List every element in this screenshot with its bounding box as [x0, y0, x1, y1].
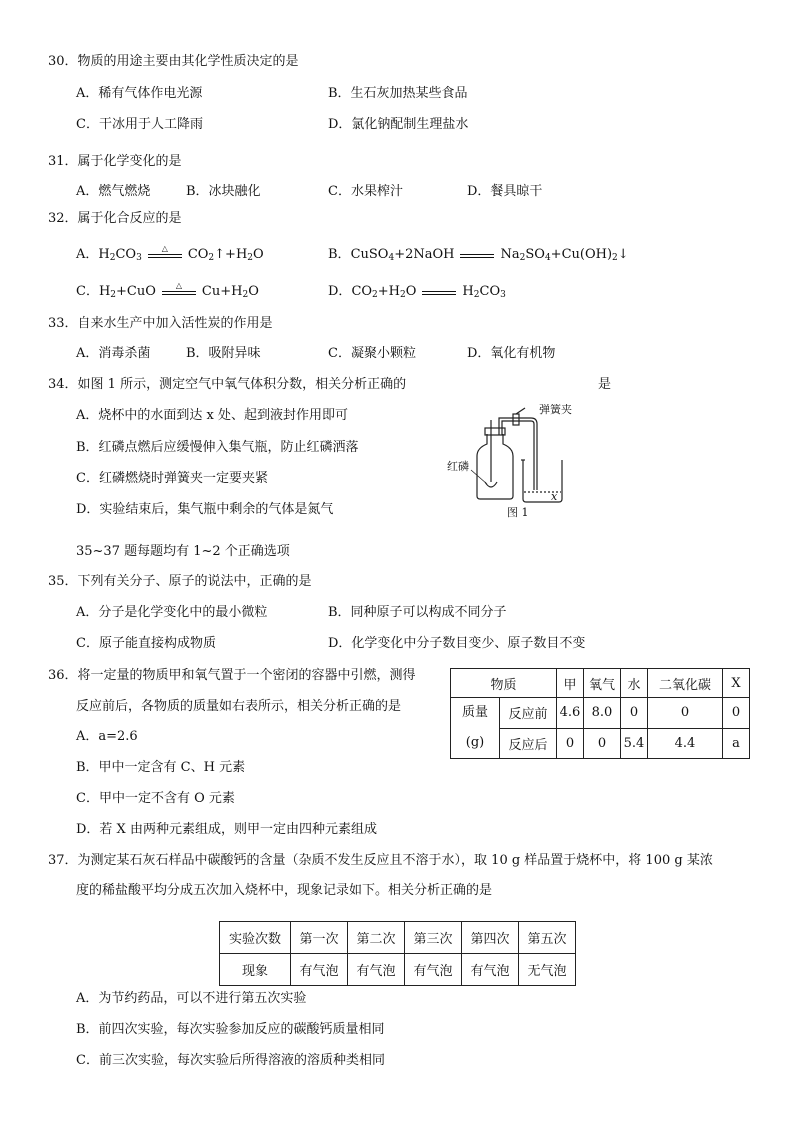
q30-stem: 30．物质的用途主要由其化学性质决定的是	[48, 54, 299, 69]
table-header-cell: 甲	[557, 669, 584, 698]
q30-option-c: C．干冰用于人工降雨	[76, 117, 203, 132]
table-cell: 有气泡	[405, 954, 462, 986]
q36-option-b: B．甲中一定含有 C、H 元素	[76, 760, 246, 775]
q34-stem-end: 是	[598, 377, 612, 392]
table-cell: 0	[723, 698, 750, 729]
table-header-cell: 实验次数	[220, 922, 291, 954]
row-label: 反应前	[500, 698, 557, 729]
q33-option-d: D．氧化有机物	[467, 346, 556, 361]
table-cell: 有气泡	[291, 954, 348, 986]
table-header-row	[220, 922, 576, 954]
red-phosphorus-label: 红磷	[447, 460, 469, 473]
q32-stem: 32．属于化合反应的是	[48, 211, 182, 226]
q32-option-b: B．CuSO$_4$+2NaOH $Na_2SO_4+Cu(OH)_2↓$	[328, 247, 629, 263]
q37-stem-line1: 37．为测定某石灰石样品中碳酸钙的含量（杂质不发生反应且不溶于水），取 10 g 样品置于烧杯中，将 100 g 某浓	[48, 853, 713, 868]
section-note: 35~37 题每题均有 1~2 个正确选项	[76, 544, 290, 559]
q33-option-b: B．吸附异味	[186, 346, 261, 361]
q35-stem: 35．下列有关分子、原子的说法中，正确的是	[48, 574, 312, 589]
q35-option-a: A．分子是化学变化中的最小微粒	[76, 605, 268, 620]
q31-option-d: D．餐具晾干	[467, 184, 543, 199]
q36-stem-line2: 反应前后，各物质的质量如右表所示，相关分析正确的是	[76, 699, 402, 714]
table-cell: 无气泡	[519, 954, 576, 986]
table-row	[220, 954, 576, 986]
table-header-cell: 水	[621, 669, 648, 698]
table-cell: 有气泡	[462, 954, 519, 986]
q36-mass-table	[450, 668, 750, 759]
q33-option-c: C．凝聚小颗粒	[328, 346, 416, 361]
combustion-spoon	[485, 482, 497, 487]
table-header-cell: 第二次	[348, 922, 405, 954]
q32-option-d: D．$CO_2+H_2O$ $H_2CO_3$	[328, 284, 506, 300]
table-cell: 4.6	[557, 698, 584, 729]
q30-option-b: B．生石灰加热某些食品	[328, 86, 468, 101]
q30-option-a: A．稀有气体作电光源	[76, 86, 203, 101]
table-cell: 0	[584, 728, 621, 759]
equals-sign	[460, 253, 494, 258]
q37-option-a: A．为节约药品，可以不进行第五次实验	[76, 991, 307, 1006]
q37-option-c: C．前三次实验，每次实验后所得溶液的溶质种类相同	[76, 1053, 385, 1068]
q37-option-b: B．前四次实验，每次实验参加反应的碳酸钙质量相同	[76, 1022, 385, 1037]
q34-option-b: B．红磷点燃后应缓慢伸入集气瓶，防止红磷洒落	[76, 440, 359, 455]
table-cell: 0	[557, 728, 584, 759]
table-header-row	[451, 669, 750, 698]
q31-option-b: B．冰块融化	[186, 184, 261, 199]
q35-option-b: B．同种原子可以构成不同分子	[328, 605, 507, 620]
table-header-cell: 氧气	[584, 669, 621, 698]
q34-stem: 34．如图 1 所示，测定空气中氧气体积分数，相关分析正确的	[48, 377, 407, 392]
q33-stem: 33．自来水生产中加入活性炭的作用是	[48, 316, 273, 331]
q36-option-d: D．若 X 由两种元素组成，则甲一定由四种元素组成	[76, 822, 377, 837]
q31-option-c: C．水果榨汁	[328, 184, 403, 199]
q37-observation-table	[219, 921, 576, 986]
table-header-cell: 物质	[451, 669, 557, 698]
table-header-cell: 第五次	[519, 922, 576, 954]
table-cell: 有气泡	[348, 954, 405, 986]
heat-equals-sign: △	[162, 282, 196, 295]
heat-equals-sign: △	[148, 245, 182, 258]
q36-option-a: A．a=2.6	[76, 729, 138, 744]
table-cell: 4.4	[648, 728, 723, 759]
table-cell: 0	[648, 698, 723, 729]
q32-option-c: C．$H_2+CuO$ △ $Cu+H_2O$	[76, 281, 259, 300]
q33-option-a: A．消毒杀菌	[76, 346, 151, 361]
table-header-cell: X	[723, 669, 750, 698]
table-header-cell: 第三次	[405, 922, 462, 954]
spring-clamp	[513, 414, 519, 425]
q37-stem-line2: 度的稀盐酸平均分成五次加入烧杯中，现象记录如下。相关分析正确的是	[76, 883, 493, 898]
clamp-label: 弹簧夹	[539, 404, 572, 416]
row-group-label: 质量 (g)	[451, 698, 500, 759]
equals-sign	[422, 290, 456, 295]
q34-option-c: C．红磷燃烧时弹簧夹一定要夹紧	[76, 471, 268, 486]
q36-option-c: C．甲中一定不含有 O 元素	[76, 791, 235, 806]
table-header-cell: 二氧化碳	[648, 669, 723, 698]
q30-option-d: D．氯化钠配制生理盐水	[328, 117, 469, 132]
q36-stem-line1: 36．将一定量的物质甲和氧气置于一个密闭的容器中引燃，测得	[48, 668, 416, 683]
table-row	[451, 698, 750, 729]
q35-option-c: C．原子能直接构成物质	[76, 636, 216, 651]
row-label: 反应后	[500, 728, 557, 759]
table-cell: 现象	[220, 954, 291, 986]
figure-caption: 图 1	[507, 506, 529, 519]
q31-option-a: A．燃气燃烧	[76, 184, 151, 199]
table-header-cell: 第一次	[291, 922, 348, 954]
q34-option-a: A．烧杯中的水面到达 x 处、起到液封作用即可	[76, 408, 348, 423]
q34-option-d: D．实验结束后，集气瓶中剩余的气体是氮气	[76, 502, 334, 517]
x-mark-label: x	[551, 490, 558, 503]
apparatus-figure	[447, 404, 597, 519]
table-cell: 5.4	[621, 728, 648, 759]
q32-option-a: A．$H_2CO_3$ △ $CO_2↑+H_2O$	[76, 244, 264, 263]
table-header-cell: 第四次	[462, 922, 519, 954]
q31-stem: 31．属于化学变化的是	[48, 154, 182, 169]
table-cell: 8.0	[584, 698, 621, 729]
table-cell: 0	[621, 698, 648, 729]
table-cell: a	[723, 728, 750, 759]
gas-bottle	[477, 434, 513, 499]
q35-option-d: D．化学变化中分子数目变少、原子数目不变	[328, 636, 586, 651]
